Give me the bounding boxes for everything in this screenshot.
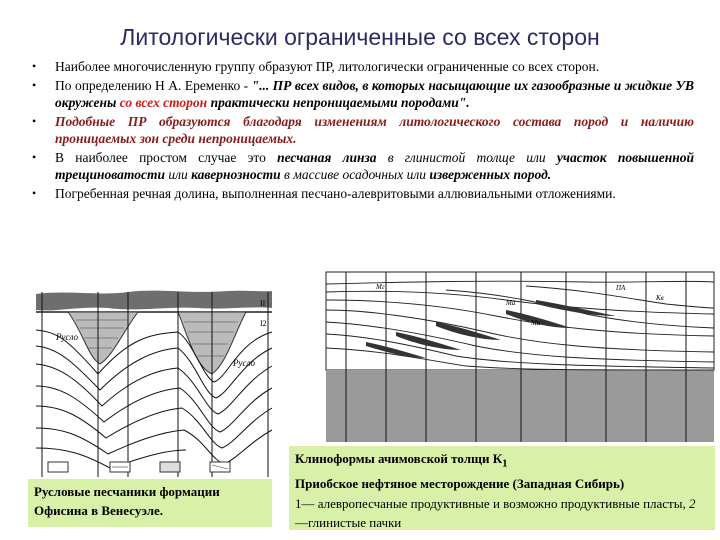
bullet-term: кавернозности — [191, 167, 281, 182]
bullet-term: песчаная линза — [277, 150, 377, 165]
bullet-text: По определению Н А. Еременко - — [55, 78, 252, 93]
bullet-term: изверженных пород. — [429, 167, 552, 182]
caption-right-legend — [295, 494, 709, 533]
river-channel-figure — [28, 282, 280, 477]
bullet-text: Наиболее многочисленную группу образуют ПР, литологически ограниченные со всех сторон. — [55, 59, 600, 74]
label-layer-2: I2 — [260, 319, 267, 328]
label-pa: ПА — [616, 284, 626, 292]
bullet-text: Погребенная речная долина, выполненная песчано-алевритовыми аллювиальными отложениями. — [55, 186, 616, 201]
bullet-item — [22, 149, 694, 183]
caption-right — [289, 446, 715, 530]
bullet-text: в массиве осадочных или — [280, 167, 430, 182]
label-kv: Кв — [656, 294, 664, 302]
bullet-dot-icon: • — [32, 150, 37, 164]
bullet-item — [22, 113, 694, 147]
label-mg: Мг — [376, 283, 385, 291]
caption-right-line1: Клиноформы ачимовской толщи К — [295, 451, 503, 466]
bullet-item — [22, 58, 694, 75]
bullet-quote-end: практически непроницаемыми породами". — [207, 95, 470, 110]
bullet-dot-icon: • — [32, 59, 37, 73]
bullet-dot-icon: • — [32, 78, 37, 92]
left-legend — [40, 458, 260, 476]
bullet-highlight: со всех сторон — [119, 95, 208, 110]
caption-legend-2-number: 2 — [688, 495, 696, 511]
label-ma-1: Ма — [506, 299, 516, 307]
bullet-term: участок повышенной трещиноватости — [55, 150, 694, 182]
bullet-dot-icon: • — [32, 186, 37, 200]
slide-title: Литологически ограниченные со всех сторон — [120, 24, 600, 50]
caption-right-title — [295, 449, 709, 474]
caption-right-line2: Приобское нефтяное месторождение (Западная Сибирь) — [295, 476, 625, 492]
bullet-dot-icon: • — [32, 114, 37, 128]
bullet-list — [22, 58, 694, 204]
bullet-item — [22, 185, 694, 202]
clinoform-figure — [286, 270, 718, 442]
bullet-text: Подобные ПР образуются благодаря изменениям литологического состава пород и наличию проницаемых зон среди непроницаемых. — [55, 114, 694, 146]
caption-right-subscript: 1 — [502, 457, 508, 470]
caption-left: Русловые песчаники формации Офисина в Венесуэле. — [28, 479, 272, 527]
label-layer-1: II — [260, 299, 266, 308]
bullet-text: или — [165, 167, 192, 182]
bullet-item — [22, 77, 694, 111]
bullet-text: В наиболее простом случае это — [55, 150, 278, 165]
label-channel-1: Русло — [56, 332, 79, 342]
bullet-quote: "... ПР всех видов, в которых насыщающие их газообразные и жидкие УВ окружены — [55, 78, 694, 110]
caption-legend-1: 1— алевропесчаные продуктивные и возможно продуктивные пласты, — [295, 495, 689, 511]
caption-legend-2: —глинистые пачки — [295, 515, 402, 531]
label-ma-2: Ма — [531, 319, 541, 327]
bullet-text: в глинистой толще или — [376, 150, 557, 165]
label-channel-2: Русло — [233, 358, 256, 368]
